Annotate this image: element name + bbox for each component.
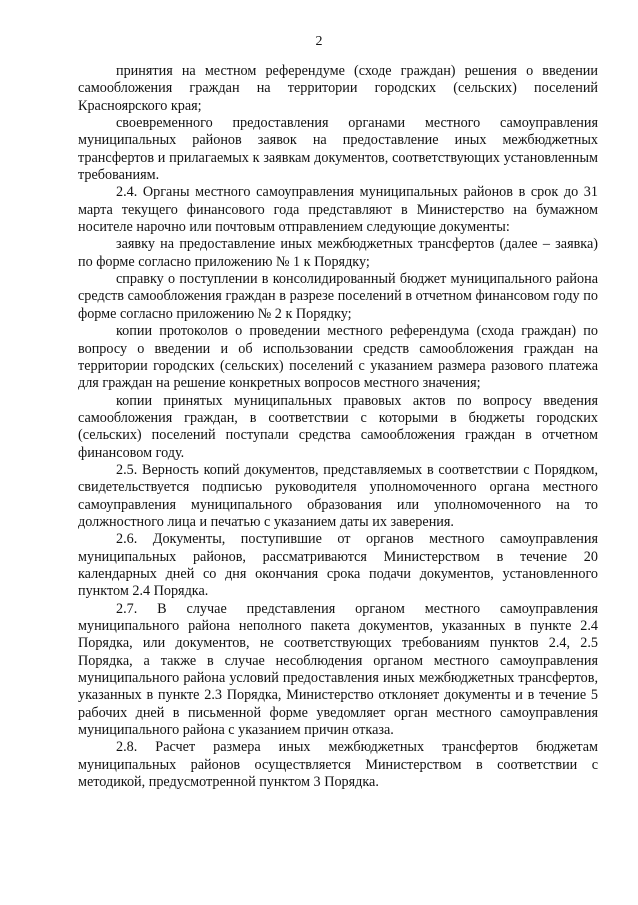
- paragraph-legal-acts-copies: копии принятых муниципальных правовых актов по вопросу введения самообложения граждан, в соответствии с которыми в бюджеты городских (сельских) поселений поступали средства самообложения граждан в отчетном финансовом году.: [78, 392, 598, 461]
- paragraph-2-8: 2.8. Расчет размера иных межбюджетных трансфертов бюджетам муниципальных районов осуществляется Министерством в соответствии с методикой, предусмотренной пунктом 3 Порядка.: [78, 739, 598, 791]
- paragraph-certificate: справку о поступлении в консолидированный бюджет муниципального района средств самообложения граждан в разрезе поселений в отчетном финансовом году по форме согласно приложению № 2 к Порядку;: [78, 271, 598, 322]
- document-body: [78, 63, 598, 791]
- paragraph-2-6: 2.6. Документы, поступившие от органов местного самоуправления муниципальных районов, рассматриваются Министерством в течение 20 календарных дней со дня окончания срока подачи документов, установленного пунктом 2.4 Порядка.: [78, 531, 598, 600]
- page-number: 2: [315, 34, 323, 49]
- paragraph-timely-submission: своевременного предоставления органами местного самоуправления муниципальных районов заявок на предоставление иных межбюджетных трансфертов и прилагаемых к заявкам документов, соответствующих установленным требованиям.: [78, 115, 598, 184]
- paragraph-2-5: 2.5. Верность копий документов, представляемых в соответствии с Порядком, свидетельствуется подписью руководителя уполномоченного органа местного самоуправления муниципального образования или уполномоченного на то должностного лица и печатью с указанием даты их заверения.: [78, 461, 598, 530]
- paragraph-protocol-copies: копии протоколов о проведении местного референдума (схода граждан) по вопросу о введении и об использовании средств самообложения граждан на территории городских (сельских) поселений с указанием размера разового платежа для граждан на решение конкретных вопросов местного значения;: [78, 323, 598, 392]
- paragraph-referendum-decision: принятия на местном референдуме (сходе граждан) решения о введении самообложения граждан на территории городских (сельских) поселений Красноярского края;: [78, 63, 598, 114]
- paragraph-application: заявку на предоставление иных межбюджетных трансфертов (далее – заявка) по форме согласно приложению № 1 к Порядку;: [78, 236, 598, 270]
- paragraph-2-4: 2.4. Органы местного самоуправления муниципальных районов в срок до 31 марта текущего финансового года представляют в Министерство на бумажном носителе нарочно или почтовым отправлением следующие документы:: [78, 184, 598, 236]
- paragraph-2-7: 2.7. В случае представления органом местного самоуправления муниципального района неполного пакета документов, указанных в пункте 2.4 Порядка, или документов, не соответствующих требованиям пунктов 2.4, 2.5 Порядка, а также в случае несоблюдения органом местного самоуправления муниципального района условий предоставления иных межбюджетных трансфертов, указанных в пункте 2.3 Порядка, Министерство отклоняет документы и в течение 5 рабочих дней в письменной форме уведомляет орган местного самоуправления муниципального района с указанием причин отказа.: [78, 600, 598, 739]
